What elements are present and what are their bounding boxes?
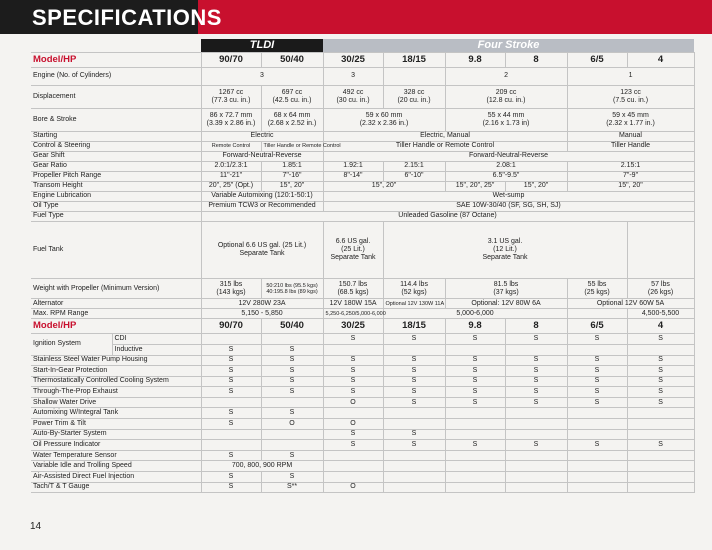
feature-value: S — [505, 397, 567, 408]
table-cell: Forward-Neutral-Reverse — [323, 152, 694, 162]
feature-value — [445, 450, 505, 461]
table-cell: 3.1 US gal. (12 Lit.) Separate Tank — [383, 222, 627, 279]
spec-row-lube — [31, 192, 694, 202]
feature-label: Power Trim & Tilt — [31, 419, 201, 430]
feature-value: S — [383, 440, 445, 451]
feature-row — [31, 482, 694, 493]
table-cell: 4,500-5,500 — [627, 309, 694, 319]
table-cell: 15", 20" — [505, 182, 567, 192]
feature-row — [31, 440, 694, 451]
table-cell: 6.6 US gal. (25 Lit.) Separate Tank — [323, 222, 383, 279]
feature-value: S — [261, 408, 323, 419]
spec-row-transom — [31, 182, 694, 192]
table-cell: 1.92:1 — [323, 162, 383, 172]
table-cell: 5,000-6,000 — [383, 309, 567, 319]
table-cell: Optional 12V 60W 5A — [567, 299, 694, 309]
feature-value: S — [567, 440, 627, 451]
feature-value — [201, 440, 261, 451]
specifications-table — [31, 39, 695, 493]
feature-value — [445, 419, 505, 430]
table-cell: 7"-9" — [567, 172, 694, 182]
table-cell: 2.15:1 — [383, 162, 445, 172]
feature-value: S — [383, 376, 445, 387]
model-heading: 30/25 — [323, 319, 383, 334]
feature-value: S — [445, 376, 505, 387]
feature-label: Air-Assisted Direct Fuel Injection — [31, 472, 201, 483]
feature-value — [627, 450, 694, 461]
header-banner — [0, 0, 712, 34]
feature-value: S — [445, 355, 505, 366]
feature-value — [445, 472, 505, 483]
feature-value — [445, 482, 505, 493]
table-cell: Manual — [567, 132, 694, 142]
feature-label: Water Temperature Sensor — [31, 450, 201, 461]
feature-value: S — [383, 397, 445, 408]
feature-value — [505, 408, 567, 419]
table-cell: 114.4 lbs (52 kgs) — [383, 279, 445, 299]
feature-label: Auto-By-Starter System — [31, 429, 201, 440]
feature-value: S — [567, 387, 627, 398]
table-cell: 5,150 - 5,850 — [201, 309, 323, 319]
feature-value — [201, 334, 261, 345]
table-cell — [567, 309, 627, 319]
feature-value — [627, 429, 694, 440]
feature-value — [567, 419, 627, 430]
spec-row-gearratio — [31, 162, 694, 172]
feature-row — [31, 408, 694, 419]
feature-label: Thermostatically Controlled Cooling System — [31, 376, 201, 387]
spec-label: Control & Steering — [31, 142, 201, 152]
feature-value — [567, 472, 627, 483]
table-cell: 6"-10" — [383, 172, 445, 182]
feature-row — [31, 472, 694, 483]
feature-value: S — [201, 419, 261, 430]
table-cell: 11"-21" — [201, 172, 261, 182]
feature-value — [567, 482, 627, 493]
spec-label: Weight with Propeller (Minimum Version) — [31, 279, 201, 299]
table-cell: 86 x 72.7 mm (3.39 x 2.86 in.) — [201, 109, 261, 132]
table-cell: 1 — [567, 68, 694, 86]
table-cell: Electric — [201, 132, 323, 142]
feature-value: S — [505, 387, 567, 398]
table-cell: 15", 20", 25" — [445, 182, 505, 192]
table-cell: 150.7 lbs (68.5 kgs) — [323, 279, 383, 299]
feature-value: S — [383, 334, 445, 345]
spec-row-control — [31, 142, 694, 152]
model-header-row — [31, 53, 694, 68]
feature-value: S — [261, 366, 323, 377]
feature-row — [31, 397, 694, 408]
feature-value: S — [201, 472, 261, 483]
page-number: 14 — [30, 521, 42, 532]
feature-value: S — [567, 376, 627, 387]
feature-value — [627, 419, 694, 430]
table-cell: Variable Automixing (120:1-50:1) — [201, 192, 323, 202]
feature-value: S — [627, 440, 694, 451]
feature-value: S — [505, 334, 567, 345]
feature-value: S — [445, 334, 505, 345]
feature-value: S — [627, 366, 694, 377]
model-heading: 50/40 — [261, 53, 323, 68]
table-cell: 20", 25" (Opt.) — [201, 182, 261, 192]
table-cell — [383, 68, 445, 86]
table-cell: 8"-14" — [323, 172, 383, 182]
feature-value — [261, 334, 323, 345]
table-cell: 81.5 lbs (37 kgs) — [445, 279, 567, 299]
feature-value: S — [627, 397, 694, 408]
feature-value: S — [383, 387, 445, 398]
sub-label: CDI — [112, 334, 201, 345]
feature-value: S — [261, 472, 323, 483]
table-cell: 12V 280W 23A — [201, 299, 323, 309]
spec-row-fueltype — [31, 212, 694, 222]
feature-label: Automixing W/Integral Tank — [31, 408, 201, 419]
table-cell: Premium TCW3 or Recommended — [201, 202, 323, 212]
model-heading: 6/5 — [567, 319, 627, 334]
table-cell: Optional 12V 130W 11A — [383, 299, 445, 309]
page-title: SPECIFICATIONS — [32, 5, 222, 30]
feature-value — [323, 344, 383, 355]
feature-value — [627, 408, 694, 419]
feature-value: S** — [261, 482, 323, 493]
feature-value — [383, 344, 445, 355]
feature-value: S — [567, 366, 627, 377]
feature-value — [505, 461, 567, 472]
group-four-stroke: Four Stroke — [323, 39, 694, 53]
feature-value: S — [383, 355, 445, 366]
feature-value: O — [323, 419, 383, 430]
table-cell: Remote Control — [201, 142, 261, 152]
feature-value: S — [505, 440, 567, 451]
table-cell: 328 cc (20 cu. in.) — [383, 86, 445, 109]
model-heading: 18/15 — [383, 319, 445, 334]
feature-value: S — [505, 355, 567, 366]
table-cell: 59 x 60 mm (2.32 x 2.36 in.) — [323, 109, 445, 132]
feature-value — [567, 344, 627, 355]
spec-row-alternator — [31, 299, 694, 309]
feature-value: S — [261, 344, 323, 355]
feature-value — [323, 408, 383, 419]
table-cell: Wet-sump — [323, 192, 694, 202]
table-cell: 68 x 64 mm (2.68 x 2.52 in.) — [261, 109, 323, 132]
table-cell: 55 x 44 mm (2.16 x 1.73 in) — [445, 109, 567, 132]
table-cell: Optional: 12V 80W 6A — [445, 299, 567, 309]
feature-value: S — [323, 429, 383, 440]
feature-label: Variable Idle and Trolling Speed — [31, 461, 201, 472]
spec-label: Ignition System — [31, 334, 112, 355]
feature-value: S — [323, 376, 383, 387]
table-cell: 123 cc (7.5 cu. in.) — [567, 86, 694, 109]
feature-value — [505, 419, 567, 430]
feature-label: Through-The-Prop Exhaust — [31, 387, 201, 398]
feature-label: Start-In-Gear Protection — [31, 366, 201, 377]
feature-value: S — [505, 376, 567, 387]
spec-row-pitch — [31, 172, 694, 182]
spec-label: Oil Type — [31, 202, 201, 212]
feature-value: S — [383, 366, 445, 377]
spec-row-displacement — [31, 86, 694, 109]
feature-value — [201, 429, 261, 440]
table-cell: 209 cc (12.8 cu. in.) — [445, 86, 567, 109]
table-cell: Tiller Handle or Remote Control — [323, 142, 567, 152]
feature-row — [31, 387, 694, 398]
table-cell: Optional 6.6 US gal. (25 Lit.) Separate Tank — [201, 222, 323, 279]
feature-row — [31, 376, 694, 387]
feature-value: S — [261, 355, 323, 366]
feature-value: 700, 800, 900 RPM — [201, 461, 323, 472]
model-heading: 4 — [627, 319, 694, 334]
feature-value: S — [201, 366, 261, 377]
feature-value — [505, 344, 567, 355]
feature-value: S — [201, 376, 261, 387]
feature-value: S — [201, 450, 261, 461]
table-cell: 7"-16" — [261, 172, 323, 182]
feature-value — [567, 461, 627, 472]
model-header-row-2 — [31, 319, 694, 334]
model-heading: 8 — [505, 319, 567, 334]
table-cell: SAE 10W-30/40 (SF, SG, SH, SJ) — [323, 202, 694, 212]
table-cell: 50:210 lbs (95.5 kgs) 40:195.8 lbs (89 kgs) — [261, 279, 323, 299]
feature-value: S — [261, 387, 323, 398]
feature-value: S — [505, 366, 567, 377]
model-heading: 9.8 — [445, 319, 505, 334]
table-cell: 1.85:1 — [261, 162, 323, 172]
spec-label: Propeller Pitch Range — [31, 172, 201, 182]
feature-value — [323, 450, 383, 461]
spec-label: Fuel Type — [31, 212, 201, 222]
feature-value: S — [627, 387, 694, 398]
spec-label: Displacement — [31, 86, 201, 109]
feature-value: O — [323, 397, 383, 408]
feature-value — [323, 461, 383, 472]
table-cell: 492 cc (30 cu. in.) — [323, 86, 383, 109]
feature-value — [627, 482, 694, 493]
feature-value: S — [323, 334, 383, 345]
feature-value: S — [201, 408, 261, 419]
model-heading: 4 — [627, 53, 694, 68]
feature-value: S — [323, 355, 383, 366]
feature-value: S — [323, 440, 383, 451]
feature-value — [261, 429, 323, 440]
table-cell: Tiller Handle or Remote Control — [261, 142, 323, 152]
spec-label: Fuel Tank — [31, 222, 201, 279]
table-cell: 1267 cc (77.3 cu. in.) — [201, 86, 261, 109]
feature-value: S — [383, 429, 445, 440]
feature-value: S — [323, 387, 383, 398]
table-cell: 15", 20" — [567, 182, 694, 192]
table-cell: 6.5"-9.5" — [445, 172, 567, 182]
spec-label: Gear Shift — [31, 152, 201, 162]
feature-value — [383, 408, 445, 419]
feature-value — [323, 472, 383, 483]
spec-label: Engine Lubrication — [31, 192, 201, 202]
feature-value — [505, 450, 567, 461]
sub-label: Inductive — [112, 344, 201, 355]
model-heading: 8 — [505, 53, 567, 68]
table-cell: 12V 180W 15A — [323, 299, 383, 309]
feature-value — [505, 472, 567, 483]
feature-value: S — [201, 344, 261, 355]
feature-value — [201, 397, 261, 408]
table-cell: 697 cc (42.5 cu. in.) — [261, 86, 323, 109]
feature-value — [383, 461, 445, 472]
spec-label: Bore & Stroke — [31, 109, 201, 132]
feature-value: S — [627, 376, 694, 387]
banner-red-band — [198, 0, 712, 34]
feature-value — [383, 450, 445, 461]
table-cell: 3 — [323, 68, 383, 86]
feature-value — [567, 450, 627, 461]
spec-row-weight — [31, 279, 694, 299]
feature-value — [627, 461, 694, 472]
spec-label: Gear Ratio — [31, 162, 201, 172]
spec-row-oil — [31, 202, 694, 212]
feature-value — [383, 472, 445, 483]
feature-value: S — [567, 334, 627, 345]
model-heading: 18/15 — [383, 53, 445, 68]
table-cell: 15", 20" — [323, 182, 445, 192]
model-hp-label: Model/HP — [31, 319, 201, 334]
feature-value: S — [445, 387, 505, 398]
feature-value: S — [627, 334, 694, 345]
table-cell: 55 lbs (25 kgs) — [567, 279, 627, 299]
feature-value — [445, 408, 505, 419]
feature-label: Shallow Water Drive — [31, 397, 201, 408]
feature-value — [445, 344, 505, 355]
feature-value: S — [201, 355, 261, 366]
table-cell: 2.15:1 — [567, 162, 694, 172]
table-cell: Electric, Manual — [323, 132, 567, 142]
feature-value: S — [445, 397, 505, 408]
model-heading: 30/25 — [323, 53, 383, 68]
feature-value: S — [323, 366, 383, 377]
feature-value: S — [567, 397, 627, 408]
table-cell: Forward-Neutral-Reverse — [201, 152, 323, 162]
feature-value: S — [567, 355, 627, 366]
feature-value — [505, 429, 567, 440]
feature-value — [627, 344, 694, 355]
table-cell: 57 lbs (26 kgs) — [627, 279, 694, 299]
model-hp-label: Model/HP — [31, 53, 201, 68]
feature-value — [627, 472, 694, 483]
feature-value — [567, 429, 627, 440]
model-heading: 9.8 — [445, 53, 505, 68]
table-cell: 5,250-6,250/5,000-6,000 — [323, 309, 383, 319]
model-heading: 90/70 — [201, 53, 261, 68]
feature-value: S — [627, 355, 694, 366]
feature-label: Stainless Steel Water Pump Housing — [31, 355, 201, 366]
table-cell: 2.08:1 — [445, 162, 567, 172]
feature-value: O — [323, 482, 383, 493]
feature-value — [445, 429, 505, 440]
feature-value: S — [445, 440, 505, 451]
spec-row-cylinders — [31, 68, 694, 86]
model-heading: 50/40 — [261, 319, 323, 334]
blank-cell — [31, 39, 201, 53]
feature-value: S — [201, 387, 261, 398]
feature-row — [31, 461, 694, 472]
spec-row-fueltank — [31, 222, 694, 279]
feature-value: S — [261, 450, 323, 461]
feature-value — [505, 482, 567, 493]
model-heading: 6/5 — [567, 53, 627, 68]
table-cell: 59 x 45 mm (2.32 x 1.77 in.) — [567, 109, 694, 132]
spec-row-gearshift — [31, 152, 694, 162]
feature-value — [261, 440, 323, 451]
spec-row-rpm — [31, 309, 694, 319]
table-cell — [627, 222, 694, 279]
feature-value — [261, 397, 323, 408]
feature-row — [31, 419, 694, 430]
feature-value: S — [261, 376, 323, 387]
group-header-row — [31, 39, 694, 53]
spec-row-bore — [31, 109, 694, 132]
feature-value — [383, 482, 445, 493]
feature-value — [445, 461, 505, 472]
feature-value: S — [201, 482, 261, 493]
group-tldi: TLDI — [201, 39, 323, 53]
feature-label: Tach/T & T Gauge — [31, 482, 201, 493]
table-cell: 315 lbs (143 kgs) — [201, 279, 261, 299]
spec-row-starting — [31, 132, 694, 142]
model-heading: 90/70 — [201, 319, 261, 334]
feature-value: S — [445, 366, 505, 377]
feature-row — [31, 344, 694, 355]
spec-label: Alternator — [31, 299, 201, 309]
table-cell: Tiller Handle — [567, 142, 694, 152]
table-cell: 2 — [445, 68, 567, 86]
feature-row — [31, 355, 694, 366]
feature-value — [567, 408, 627, 419]
feature-value — [383, 419, 445, 430]
feature-row — [31, 334, 694, 345]
feature-row — [31, 450, 694, 461]
spec-label: Max. RPM Range — [31, 309, 201, 319]
feature-row — [31, 366, 694, 377]
spec-label: Transom Height — [31, 182, 201, 192]
spec-label: Engine (No. of Cylinders) — [31, 68, 201, 86]
feature-row — [31, 429, 694, 440]
table-cell: 2.0:1/2.3:1 — [201, 162, 261, 172]
table-cell: Unleaded Gasoline (87 Octane) — [201, 212, 694, 222]
feature-value: O — [261, 419, 323, 430]
table-cell: 3 — [201, 68, 323, 86]
feature-label: Oil Pressure Indicator — [31, 440, 201, 451]
table-cell: 15", 20" — [261, 182, 323, 192]
spec-label: Starting — [31, 132, 201, 142]
